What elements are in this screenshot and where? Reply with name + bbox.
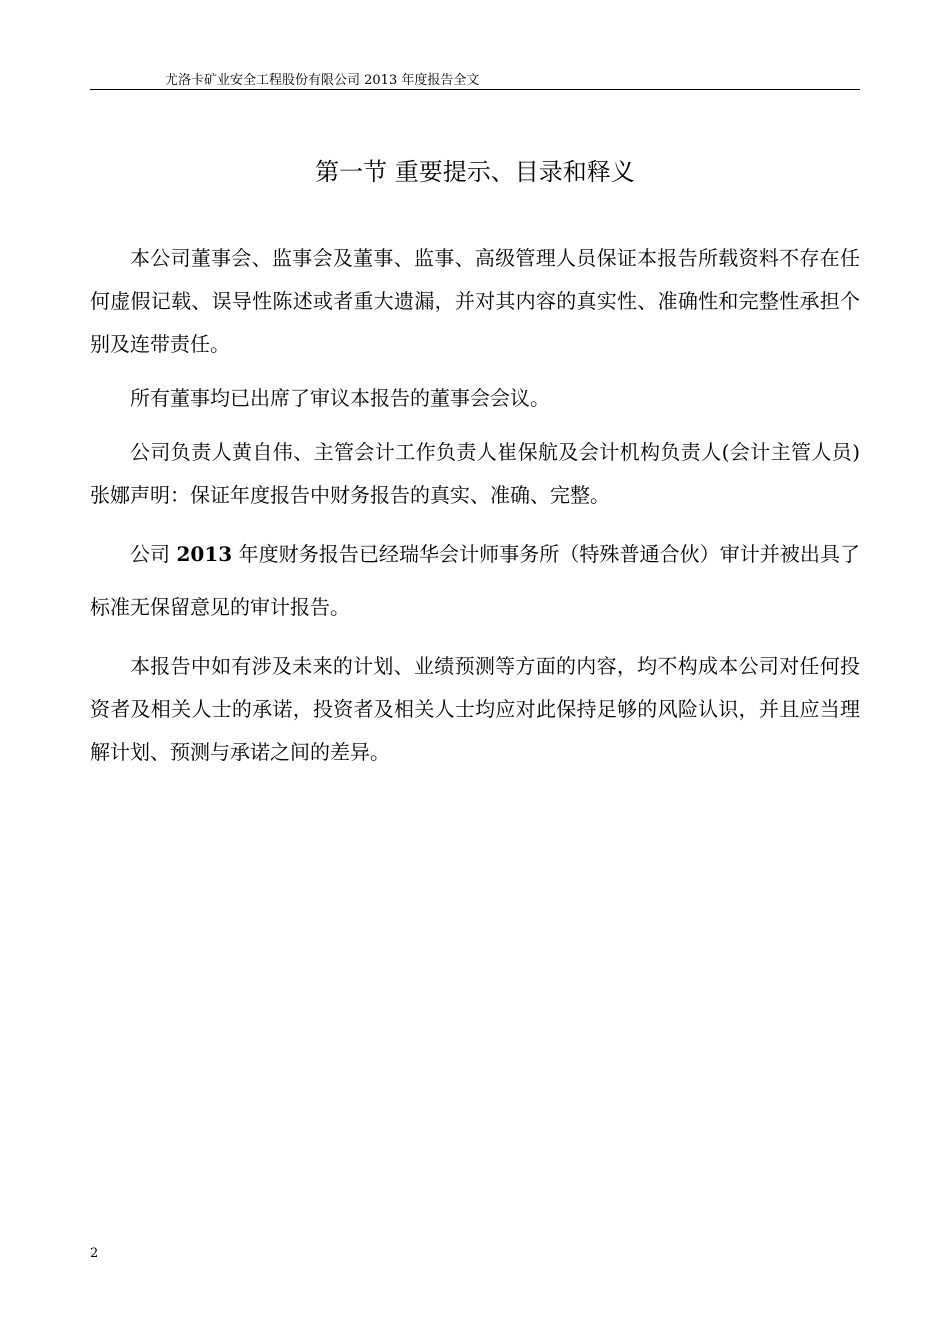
paragraph-declaration: 公司负责人黄自伟、主管会计工作负责人崔保航及会计机构负责人(会计主管人员)张娜声明：保证年度报告中财务报告的真实、准确、完整。	[90, 440, 860, 507]
paragraph-attendance: 所有董事均已出席了审议本报告的董事会会议。	[130, 386, 550, 410]
section-title: 第一节 重要提示、目录和释义	[315, 158, 635, 186]
page-header	[90, 74, 860, 90]
paragraph-forward-looking: 本报告中如有涉及未来的计划、业绩预测等方面的内容，均不构成本公司对任何投资者及相关人士的承诺，投资者及相关人士均应对此保持足够的风险认识，并且应当理解计划、预测与承诺之间的差异。	[90, 654, 860, 764]
page-number: 2	[90, 1246, 99, 1261]
header-text: 尤洛卡矿业安全工程股份有限公司 2013 年度报告全文	[165, 73, 480, 88]
document-body	[90, 237, 860, 774]
audit-text-suffix: 年度财务报告已经瑞华会计师事务所（特殊普通合伙）审计并被出具了标准无保留意见的审计报告。	[90, 542, 860, 619]
paragraph-audit	[90, 528, 860, 634]
paragraph-responsibility: 本公司董事会、监事会及董事、监事、高级管理人员保证本报告所载资料不存在任何虚假记载、误导性陈述或者重大遗漏，并对其内容的真实性、准确性和完整性承担个别及连带责任。	[90, 246, 860, 356]
audit-text-prefix: 公司	[130, 542, 177, 566]
audit-year: 2013	[176, 542, 233, 566]
